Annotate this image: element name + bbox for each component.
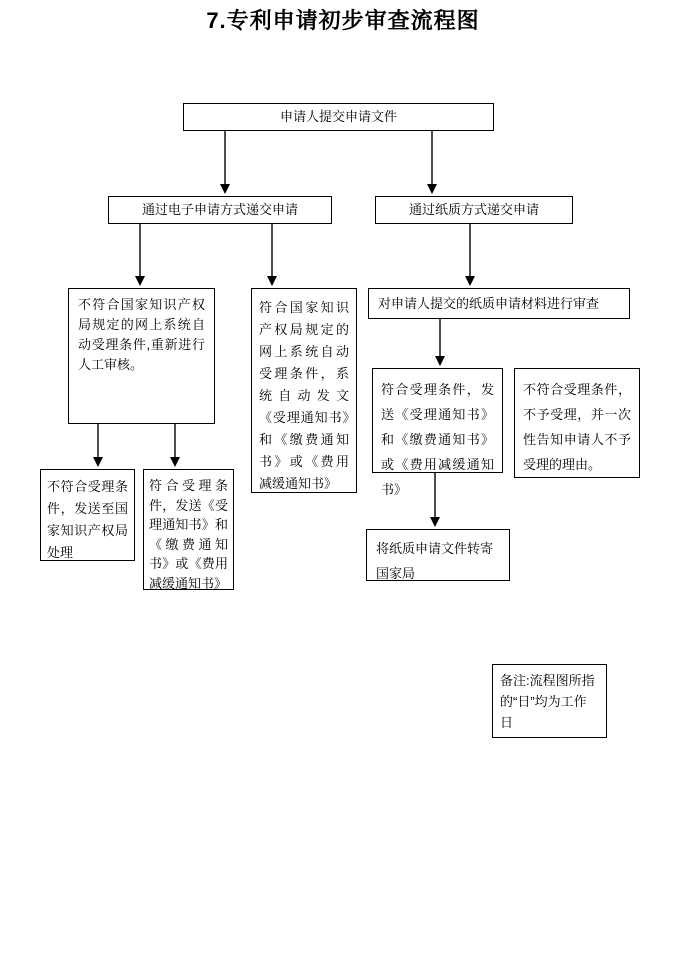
- flow-box-review-paper-materials: [368, 288, 630, 319]
- flow-box-paper-meet-acceptance: [372, 368, 503, 497]
- flow-box-label: 通过电子申请方式递交申请: [141, 202, 298, 217]
- flow-box-label: 对申请人提交的纸质申请材料进行审查: [378, 295, 600, 311]
- flow-box-label: 符合受理条件，发送《受理通知书》和《缴费通知书》或《费用减缓通知书》: [381, 382, 494, 497]
- flow-box-label: 通过纸质方式递交申请: [408, 202, 539, 217]
- flow-box-label: 符合国家知识产权局规定的网上系统自动受理条件，系统自动发文《受理通知书》和《缴费通知书》或《费用减缓通知书》: [259, 300, 349, 491]
- flow-box-label: 不符合国家知识产权局规定的网上系统自动受理条件,重新进行人工审核。: [78, 297, 205, 372]
- note-box-working-days: [492, 664, 607, 738]
- page-title: 7.专利申请初步审查流程图: [206, 8, 480, 33]
- flow-box-label: 不符合受理条件，不予受理，并一次性告知申请人不予受理的理由。: [523, 382, 631, 472]
- note-label: 备注:流程图所指的“日”均为工作日: [500, 673, 595, 730]
- flow-box-efile-not-meet-auto-acceptance: [68, 288, 215, 424]
- flow-box-manual-not-meet-acceptance: [40, 469, 135, 561]
- flow-box-forward-to-national-bureau: [366, 529, 510, 581]
- flow-box-paper-filing: [375, 196, 573, 224]
- flow-box-label: 符合受理条件，发送《受理通知书》和《缴费通知书》或《费用减缓通知书》: [149, 478, 228, 591]
- flow-box-efile-meet-auto-acceptance: [251, 288, 357, 493]
- flow-box-label: 申请人提交申请文件: [279, 109, 397, 124]
- flow-box-electronic-filing: [108, 196, 332, 224]
- flow-box-label: 将纸质申请文件转寄国家局: [376, 541, 494, 581]
- flow-box-paper-not-meet-acceptance: [514, 368, 640, 478]
- flow-box-label: 不符合受理条件，发送至国家知识产权局处理: [47, 479, 128, 560]
- flow-box-submit-application: [183, 103, 494, 131]
- flow-box-manual-meet-acceptance: [143, 469, 234, 590]
